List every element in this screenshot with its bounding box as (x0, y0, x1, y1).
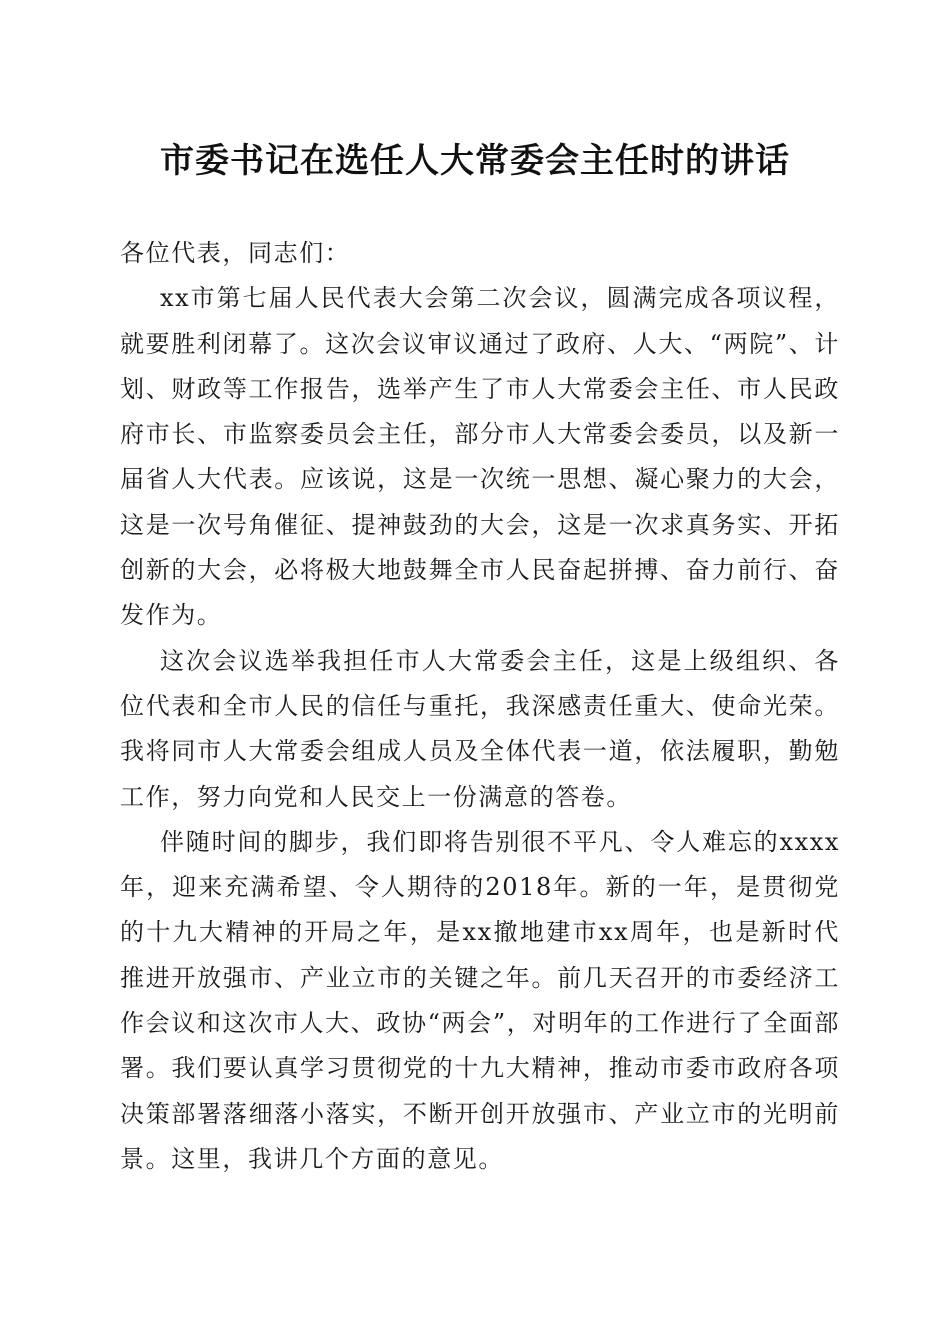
document-body (120, 231, 840, 1182)
paragraph-outlook: 伴随时间的脚步，我们即将告别很不平凡、令人难忘的xxxx年，迎来充满希望、令人期待的2018年。新的一年，是贯彻党的十九大精神的开局之年，是xx撤地建市xx周年，也是新时代推进开放强市、产业立市的关键之年。前几天召开的市委经济工作会议和这次市人大、政协“两会”，对明年的工作进行了全面部署。我们要认真学习贯彻党的十九大精神，推动市委市政府各项决策部署落细落小落实，不断开创开放强市、产业立市的光明前景。这里，我讲几个方面的意见。 (120, 827, 840, 1173)
salutation: 各位代表，同志们： (120, 239, 351, 267)
paragraph-opening: xx市第七届人民代表大会第二次会议，圆满完成各项议程，就要胜利闭幕了。这次会议审议通过了政府、人大、“两院”、计划、财政等工作报告，选举产生了市人大常委会主任、市人民政府市长、市监察委员会主任，部分市人大常委会委员，以及新一届省人大代表。应该说，这是一次统一思想、凝心聚力的大会，这是一次号角催征、提神鼓劲的大会，这是一次求真务实、开拓创新的大会，必将极大地鼓舞全市人民奋起拼搏、奋力前行、奋发作为。 (120, 284, 840, 630)
document-title: 市委书记在选任人大常委会主任时的讲话 (160, 141, 790, 181)
paragraph-election: 这次会议选举我担任市人大常委会主任，这是上级组织、各位代表和全市人民的信任与重托，我深感责任重大、使命光荣。我将同市人大常委会组成人员及全体代表一道，依法履职，勤勉工作，努力向党和人民交上一份满意的答卷。 (120, 646, 840, 811)
